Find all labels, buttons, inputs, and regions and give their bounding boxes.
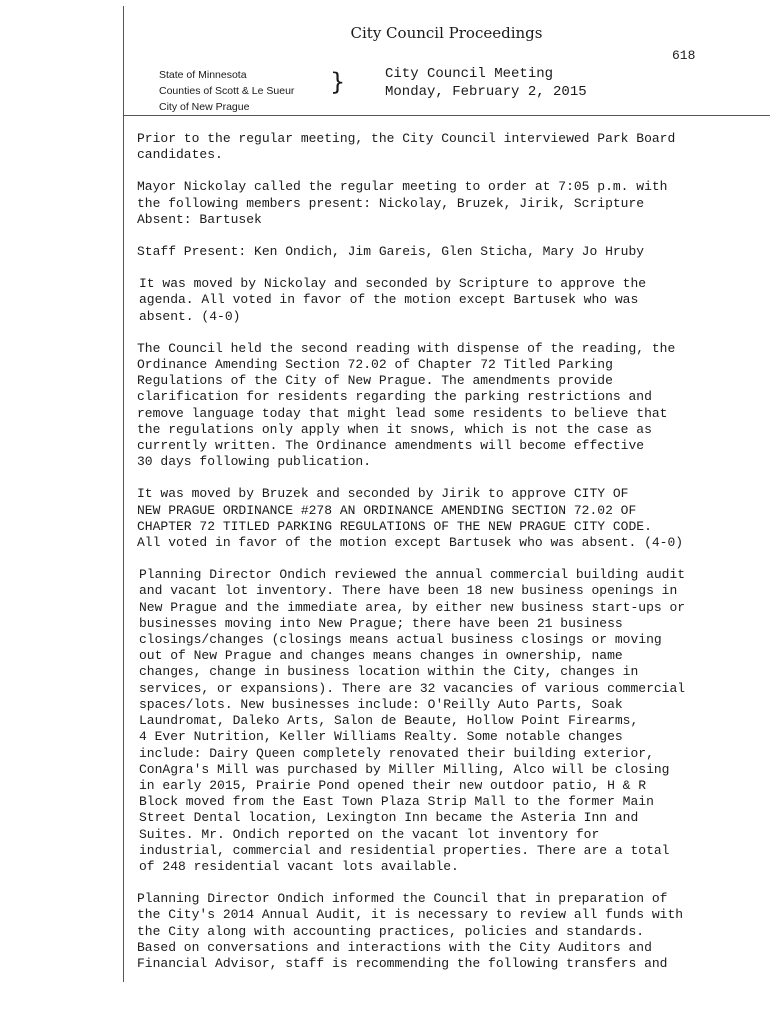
meeting-name: City Council Meeting (385, 66, 554, 82)
meeting-date: Monday, February 2, 2015 (385, 84, 587, 100)
jurisdiction-block (159, 67, 294, 115)
paragraph-park-board: Prior to the regular meeting, the City Council interviewed Park Board candidates. (137, 131, 676, 163)
meeting-block (385, 65, 587, 101)
jurisdiction-city: City of New Prague (159, 101, 250, 113)
header-rule (123, 115, 770, 116)
minutes-body (137, 131, 757, 988)
margin-rule-vertical (123, 6, 124, 982)
paragraph-ordinance-reading: The Council held the second reading with dispense of the reading, the Ordinance Amending Section 72.02 of Chapter 72 Titled Parking Regulations of the City of New Prague. The amendments provide clarification for residents regarding the parking restrictions and remove language today that might lead some residents to believe that the regulations only apply when it snows, which is not the case as currently written. The Ordinance amendments will become effective 30 days following publication. (137, 340, 676, 470)
brace-glyph: } (330, 68, 346, 96)
paragraph-ordinance-motion: It was moved by Bruzek and seconded by Jirik to approve CITY OF NEW PRAGUE ORDINANCE #278 AN ORDINANCE AMENDING SECTION 72.02 OF CHAPTER 72 TITLED PARKING REGULATIONS OF THE NEW PRAGUE CITY CODE. All voted in favor of the motion except Bartusek who was absent. (4-0) (137, 486, 684, 551)
document-title: City Council Proceedings (350, 24, 543, 42)
jurisdiction-state: State of Minnesota (159, 69, 247, 81)
jurisdiction-counties: Counties of Scott & Le Sueur (159, 85, 295, 97)
page-number: 618 (672, 48, 696, 63)
paragraph-call-to-order: Mayor Nickolay called the regular meeting to order at 7:05 p.m. with the following members present: Nickolay, Bruzek, Jirik, Scripture Absent: Bartusek (137, 179, 668, 227)
paragraph-building-audit: Planning Director Ondich reviewed the annual commercial building audit and vacant lot inventory. There have been 18 new business openings in New Prague and the immediate area, by either new business start-ups or businesses moving into New Prague; there have been 21 business closings/changes (closings means actual business closings or moving out of New Prague and changes means changes in ownership, name changes, change in business location within the City, changes in services, or expansions). There are 32 vacancies of various commercial spaces/lots. New businesses include: O'Reilly Auto Parts, Soak Laundromat, Daleko Arts, Salon de Beaute, Hollow Point Firearms, 4 Ever Nutrition, Keller Williams Realty. Some notable changes include: Dairy Queen completely renovated their building exterior, ConAgra's Mill was purchased by Miller Milling, Alco will be closing in early 2015, Prairie Pond opened their new outdoor patio, H & R Block moved from the East Town Plaza Strip Mall to the former Main Street Dental location, Lexington Inn became the Asteria Inn and Suites. Mr. Ondich reported on the vacant lot inventory for industrial, commercial and residential properties. There are a total of 248 residential vacant lots available. (139, 567, 686, 874)
paragraph-agenda-motion: It was moved by Nickolay and seconded by Scripture to approve the agenda. All voted in favor of the motion except Bartusek who was absent. (4-0) (139, 276, 647, 324)
paragraph-annual-audit: Planning Director Ondich informed the Council that in preparation of the City's 2014 Annual Audit, it is necessary to review all funds with the City along with accounting practices, policies and standards. Based on conversations and interactions with the City Auditors and Financial Advisor, staff is recommending the following transfers and (137, 891, 684, 971)
paragraph-staff-present: Staff Present: Ken Ondich, Jim Gareis, Glen Sticha, Mary Jo Hruby (137, 244, 645, 260)
